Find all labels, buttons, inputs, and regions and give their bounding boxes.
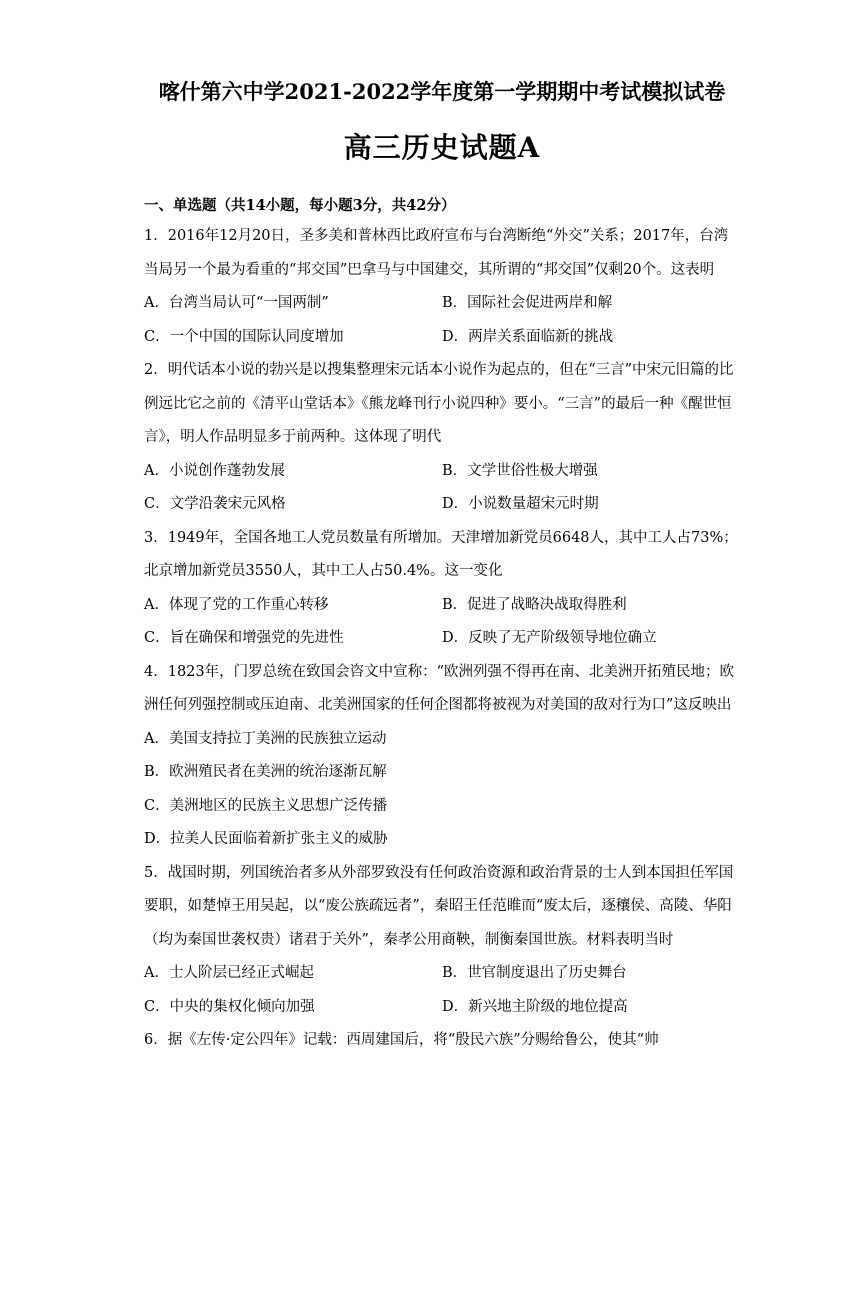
question-4-option-c: C．美洲地区的民族主义思想广泛传播 <box>144 797 388 814</box>
question-1-options <box>144 287 740 321</box>
question-1-stem: 1．2016年12月20日，圣多美和普林西比政府宣布与台湾断绝“外交”关系；2017年，台湾当局另一个最为看重的“邦交国”巴拿马与中国建交，其所谓的“邦交国”仅剩20个。这表明 <box>144 228 729 278</box>
exam-page <box>0 76 860 1292</box>
question-4-option-d: D．拉美人民面临着新扩张主义的威胁 <box>144 831 388 847</box>
question-2-options <box>144 455 740 489</box>
question-1-option-d: D．两岸关系面临新的挑战 <box>442 328 614 345</box>
exam-title: 喀什第六中学2021-2022学年度第一学期期中考试模拟试卷 <box>158 79 726 104</box>
question-2-option-d: D．小说数量超宋元时期 <box>442 496 599 512</box>
question-6-stem: 6．据《左传·定公四年》记载：西周建国后，将“殷民六族”分赐给鲁公，使其“帅 <box>144 1032 659 1048</box>
question-1-options <box>144 321 740 355</box>
question-4-option-a: A．美国支持拉丁美洲的民族独立运动 <box>144 730 387 747</box>
question-5-option-c: C．中央的集权化倾向加强 <box>144 998 315 1015</box>
exam-subtitle: 高三历史试题A <box>343 131 541 164</box>
question-3-option-a: A．体现了党的工作重心转移 <box>144 596 329 613</box>
question-5-options <box>144 991 740 1025</box>
question-3-option-d: D．反映了无产阶级领导地位确立 <box>442 630 657 646</box>
question-1-option-c: C．一个中国的国际认同度增加 <box>144 328 344 345</box>
question-2-options <box>144 488 740 522</box>
question-2-option-b: B．文学世俗性极大增强 <box>442 462 598 479</box>
question-1-option-a: A．台湾当局认可“一国两制” <box>144 295 329 311</box>
question-1-option-b: B．国际社会促进两岸和解 <box>442 295 613 311</box>
question-2-option-a: A．小说创作蓬勃发展 <box>144 462 285 479</box>
section-heading: 一、单选题（共14小题，每小题3分，共42分） <box>144 197 456 214</box>
question-3-options <box>144 622 740 656</box>
question-5-option-b: B．世官制度退出了历史舞台 <box>442 965 627 981</box>
question-4-stem: 4．1823年，门罗总统在致国会咨文中宣称：“欧洲列强不得再在南、北美洲开拓殖民地；欧洲任何列强控制或压迫南、北美洲国家的任何企图都将被视为对美国的敌对行为口”这反映出 <box>144 663 735 713</box>
question-5-options <box>144 957 740 991</box>
question-3-options <box>144 589 740 623</box>
question-3-option-b: B．促进了战略决战取得胜利 <box>442 596 627 613</box>
question-3-option-c: C．旨在确保和增强党的先进性 <box>144 630 344 646</box>
question-5-option-d: D．新兴地主阶级的地位提高 <box>442 998 628 1015</box>
question-3-stem: 3．1949年，全国各地工人党员数量有所增加。天津增加新党员6648人，其中工人占73%；北京增加新党员3550人，其中工人占50.4%。这一变化 <box>144 529 738 579</box>
question-2-option-c: C．文学沿袭宋元风格 <box>144 496 286 512</box>
question-5-stem: 5．战国时期，列国统治者多从外部罗致没有任何政治资源和政治背景的士人到本国担任军国要职，如楚悼王用吴起，以“废公族疏远者”，秦昭王任范睢而“废太后，逐穰侯、高陵、华阳（均为秦国世袭权贵）诸君于关外”，秦孝公用商鞅，制衡秦国世族。材料表明当时 <box>144 864 734 948</box>
question-5-option-a: A．士人阶层已经正式崛起 <box>144 965 314 981</box>
question-2-stem: 2．明代话本小说的勃兴是以搜集整理宋元话本小说作为起点的，但在“三言”中宋元旧篇的比例远比它之前的《清平山堂话本》《熊龙峰刊行小说四种》要小。“三言”的最后一种《醒世恒言》，明人作品明显多于前两种。这体现了明代 <box>144 362 734 445</box>
question-4-option-b: B．欧洲殖民者在美洲的统治逐渐瓦解 <box>144 764 387 780</box>
